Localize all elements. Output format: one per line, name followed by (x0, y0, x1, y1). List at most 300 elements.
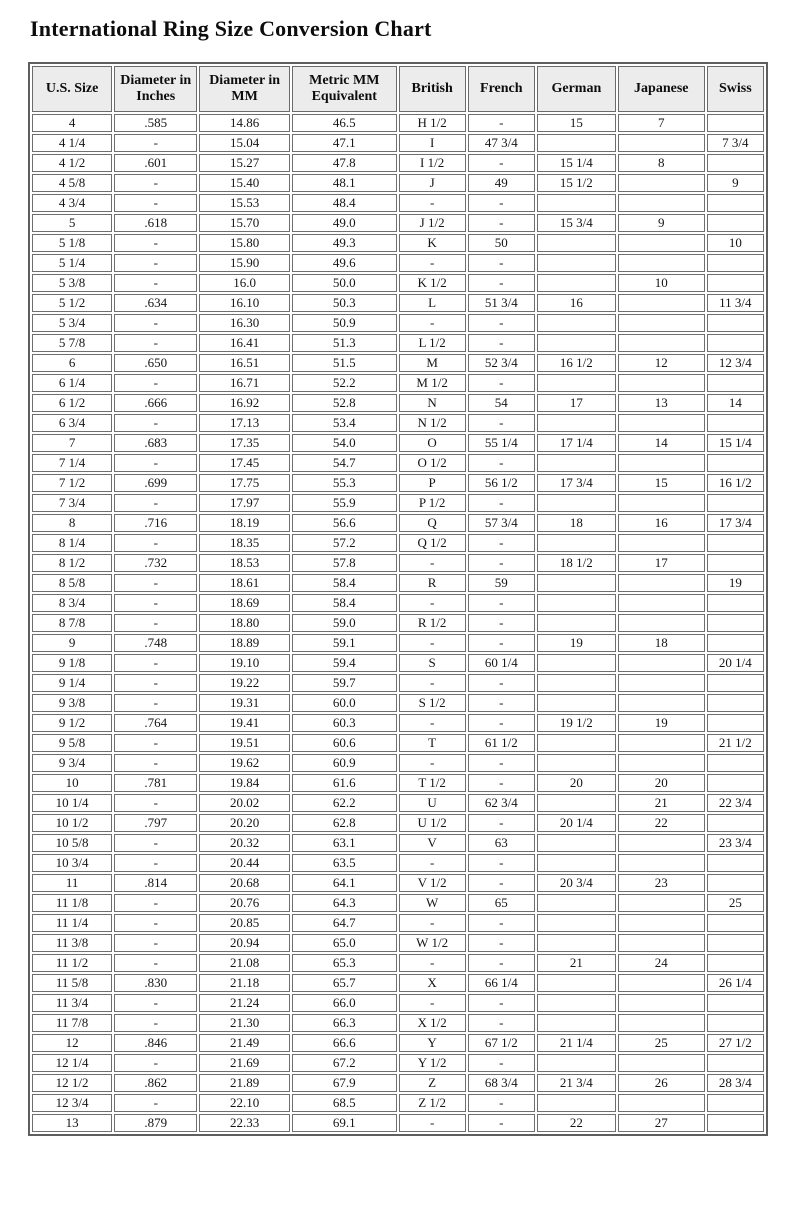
table-cell (618, 374, 705, 392)
table-cell: 10 (32, 774, 112, 792)
table-cell: - (468, 1114, 535, 1132)
table-cell (537, 414, 616, 432)
table-cell: 16.41 (199, 334, 290, 352)
table-cell: 46.5 (292, 114, 397, 132)
table-row (32, 974, 764, 992)
column-header-swiss: Swiss (707, 66, 764, 112)
table-cell: - (114, 534, 197, 552)
table-cell: 16.10 (199, 294, 290, 312)
table-cell: - (468, 334, 535, 352)
table-cell: 61 1/2 (468, 734, 535, 752)
table-cell: I (399, 134, 466, 152)
table-cell: 18 (537, 514, 616, 532)
table-cell (707, 774, 764, 792)
table-cell: 7 1/4 (32, 454, 112, 472)
table-cell: 60.0 (292, 694, 397, 712)
table-cell: - (468, 114, 535, 132)
table-cell (707, 154, 764, 172)
table-row (32, 594, 764, 612)
table-cell: 52.2 (292, 374, 397, 392)
table-row (32, 874, 764, 892)
table-cell: 7 3/4 (707, 134, 764, 152)
table-cell (618, 614, 705, 632)
table-cell: 49.6 (292, 254, 397, 272)
table-cell: - (114, 914, 197, 932)
table-cell (537, 594, 616, 612)
table-cell: H 1/2 (399, 114, 466, 132)
table-cell: 25 (707, 894, 764, 912)
table-cell: 21 (537, 954, 616, 972)
table-cell (537, 494, 616, 512)
table-cell: 9 1/8 (32, 654, 112, 672)
table-cell: 5 (32, 214, 112, 232)
table-cell (618, 1054, 705, 1072)
table-cell: 21.18 (199, 974, 290, 992)
table-cell: 49.3 (292, 234, 397, 252)
table-cell: 66 1/4 (468, 974, 535, 992)
table-row (32, 754, 764, 772)
table-cell (618, 254, 705, 272)
table-cell: 61.6 (292, 774, 397, 792)
table-cell: 60.3 (292, 714, 397, 732)
table-cell: - (468, 1054, 535, 1072)
table-cell: 15 3/4 (537, 214, 616, 232)
table-cell: 54 (468, 394, 535, 412)
table-cell: 18.89 (199, 634, 290, 652)
table-cell (537, 674, 616, 692)
table-cell (707, 274, 764, 292)
table-cell (537, 914, 616, 932)
table-row (32, 534, 764, 552)
table-cell: O 1/2 (399, 454, 466, 472)
table-cell (618, 574, 705, 592)
table-cell: 12 1/4 (32, 1054, 112, 1072)
table-cell (537, 334, 616, 352)
table-cell: - (399, 674, 466, 692)
table-cell: 13 (32, 1114, 112, 1132)
table-cell: - (114, 854, 197, 872)
table-cell: 7 1/2 (32, 474, 112, 492)
table-cell: 4 1/2 (32, 154, 112, 172)
table-cell: 67 1/2 (468, 1034, 535, 1052)
table-cell: 60 1/4 (468, 654, 535, 672)
table-cell (618, 974, 705, 992)
table-cell: 15.80 (199, 234, 290, 252)
table-cell: - (114, 794, 197, 812)
table-cell: .618 (114, 214, 197, 232)
table-cell: Q 1/2 (399, 534, 466, 552)
table-cell: 23 (618, 874, 705, 892)
table-cell: - (399, 594, 466, 612)
table-cell (707, 254, 764, 272)
table-cell: 15.70 (199, 214, 290, 232)
table-cell (707, 934, 764, 952)
table-cell (707, 114, 764, 132)
table-cell (537, 894, 616, 912)
table-row (32, 654, 764, 672)
table-cell: J 1/2 (399, 214, 466, 232)
table-cell: 5 7/8 (32, 334, 112, 352)
table-cell: 21.89 (199, 1074, 290, 1092)
table-cell: N (399, 394, 466, 412)
column-header-diameter-in-inches: Diameter in Inches (114, 66, 197, 112)
table-cell: 17 3/4 (537, 474, 616, 492)
table-cell (618, 194, 705, 212)
table-cell: 64.3 (292, 894, 397, 912)
table-cell (618, 534, 705, 552)
table-cell: - (114, 954, 197, 972)
table-cell: 27 1/2 (707, 1034, 764, 1052)
table-cell: 65.0 (292, 934, 397, 952)
table-cell (537, 1094, 616, 1112)
column-header-german: German (537, 66, 616, 112)
table-cell: 8 5/8 (32, 574, 112, 592)
table-cell (618, 854, 705, 872)
table-cell (537, 994, 616, 1012)
table-cell (618, 594, 705, 612)
table-cell: M 1/2 (399, 374, 466, 392)
table-cell: 12 3/4 (707, 354, 764, 372)
table-cell: - (399, 254, 466, 272)
table-cell: 11 5/8 (32, 974, 112, 992)
table-cell: 17 3/4 (707, 514, 764, 532)
table-cell: - (468, 614, 535, 632)
table-cell: 11 3/4 (32, 994, 112, 1012)
table-cell: 17.35 (199, 434, 290, 452)
table-cell: - (114, 1094, 197, 1112)
table-cell: 18 (618, 634, 705, 652)
table-cell: 13 (618, 394, 705, 412)
table-cell: 65 (468, 894, 535, 912)
table-cell (618, 994, 705, 1012)
table-row (32, 1014, 764, 1032)
table-cell: 55.9 (292, 494, 397, 512)
table-cell: - (468, 214, 535, 232)
table-cell: T 1/2 (399, 774, 466, 792)
table-cell (707, 594, 764, 612)
table-cell: - (468, 494, 535, 512)
table-cell: 48.4 (292, 194, 397, 212)
table-cell: 19.41 (199, 714, 290, 732)
table-cell: 19.51 (199, 734, 290, 752)
table-cell: 18.69 (199, 594, 290, 612)
table-cell: 66.3 (292, 1014, 397, 1032)
table-cell: 65.7 (292, 974, 397, 992)
table-cell: 66.0 (292, 994, 397, 1012)
table-cell: - (468, 694, 535, 712)
table-row (32, 234, 764, 252)
table-cell: - (468, 814, 535, 832)
table-row (32, 1094, 764, 1112)
table-cell: .683 (114, 434, 197, 452)
table-cell (618, 834, 705, 852)
table-cell: 66.6 (292, 1034, 397, 1052)
table-cell: 11 7/8 (32, 1014, 112, 1032)
table-cell: 16 1/2 (707, 474, 764, 492)
table-cell (537, 754, 616, 772)
table-cell: - (114, 374, 197, 392)
table-cell (707, 1054, 764, 1072)
table-row (32, 894, 764, 912)
table-cell (707, 814, 764, 832)
table-cell: T (399, 734, 466, 752)
table-cell: - (468, 714, 535, 732)
table-cell: - (114, 734, 197, 752)
table-cell: .732 (114, 554, 197, 572)
table-cell (707, 634, 764, 652)
table-cell: 55.3 (292, 474, 397, 492)
table-cell: J (399, 174, 466, 192)
table-cell: 59 (468, 574, 535, 592)
table-cell: Q (399, 514, 466, 532)
table-cell: 11 3/8 (32, 934, 112, 952)
table-cell: 49 (468, 174, 535, 192)
table-cell (537, 274, 616, 292)
table-cell: 58.4 (292, 574, 397, 592)
table-cell: S 1/2 (399, 694, 466, 712)
table-cell (618, 934, 705, 952)
table-row (32, 694, 764, 712)
table-cell: U (399, 794, 466, 812)
table-cell: - (468, 954, 535, 972)
table-cell (537, 854, 616, 872)
table-cell: 9 (618, 214, 705, 232)
table-cell (537, 734, 616, 752)
table-cell: 16 1/2 (537, 354, 616, 372)
table-cell: 4 (32, 114, 112, 132)
table-cell: 12 (618, 354, 705, 372)
table-cell (537, 934, 616, 952)
table-cell: - (114, 614, 197, 632)
table-cell: 11 1/4 (32, 914, 112, 932)
table-row (32, 394, 764, 412)
table-cell: 65.3 (292, 954, 397, 972)
table-cell: 15 1/4 (537, 154, 616, 172)
table-cell (618, 674, 705, 692)
table-cell (618, 414, 705, 432)
table-cell: 57.8 (292, 554, 397, 572)
table-cell: 6 3/4 (32, 414, 112, 432)
table-cell (618, 1094, 705, 1112)
table-cell: 22.10 (199, 1094, 290, 1112)
table-cell: 57.2 (292, 534, 397, 552)
table-cell: 10 1/4 (32, 794, 112, 812)
table-cell: X (399, 974, 466, 992)
table-cell: 56.6 (292, 514, 397, 532)
table-cell (707, 674, 764, 692)
table-cell: - (468, 1094, 535, 1112)
table-cell: - (114, 754, 197, 772)
table-cell: X 1/2 (399, 1014, 466, 1032)
table-row (32, 734, 764, 752)
table-cell: 16.71 (199, 374, 290, 392)
table-cell: 5 3/4 (32, 314, 112, 332)
table-cell: 51.3 (292, 334, 397, 352)
table-cell: Y 1/2 (399, 1054, 466, 1072)
table-cell: .879 (114, 1114, 197, 1132)
table-cell: 49.0 (292, 214, 397, 232)
table-cell (707, 494, 764, 512)
table-row (32, 214, 764, 232)
table-cell: 16.92 (199, 394, 290, 412)
table-cell: .781 (114, 774, 197, 792)
table-cell: P (399, 474, 466, 492)
table-cell: 11 3/4 (707, 294, 764, 312)
table-cell: 50.0 (292, 274, 397, 292)
table-cell: 9 1/2 (32, 714, 112, 732)
table-cell: 21.24 (199, 994, 290, 1012)
table-cell: 15 1/2 (537, 174, 616, 192)
table-cell: 15.53 (199, 194, 290, 212)
table-cell: 27 (618, 1114, 705, 1132)
table-row (32, 314, 764, 332)
table-cell (618, 334, 705, 352)
table-cell: 16 (537, 294, 616, 312)
table-cell: L (399, 294, 466, 312)
table-cell: 22 (618, 814, 705, 832)
table-cell (618, 494, 705, 512)
table-cell: 63.5 (292, 854, 397, 872)
table-cell: 12 3/4 (32, 1094, 112, 1112)
table-cell: 19.31 (199, 694, 290, 712)
table-cell: 21 3/4 (537, 1074, 616, 1092)
table-cell: .650 (114, 354, 197, 372)
table-cell: 8 1/4 (32, 534, 112, 552)
table-cell: - (468, 454, 535, 472)
table-cell: 15 (537, 114, 616, 132)
table-cell: 15.27 (199, 154, 290, 172)
table-cell: 15.90 (199, 254, 290, 272)
table-cell: 18.61 (199, 574, 290, 592)
table-cell: 20 1/4 (707, 654, 764, 672)
table-cell: 17 (537, 394, 616, 412)
table-cell: - (468, 874, 535, 892)
table-cell: 6 1/4 (32, 374, 112, 392)
table-cell: - (468, 634, 535, 652)
table-cell: - (114, 574, 197, 592)
table-cell: - (399, 1114, 466, 1132)
table-cell: 67.2 (292, 1054, 397, 1072)
table-cell (707, 534, 764, 552)
table-cell: 24 (618, 954, 705, 972)
table-cell: - (468, 674, 535, 692)
table-cell: W 1/2 (399, 934, 466, 952)
table-cell: 68.5 (292, 1094, 397, 1112)
table-cell: 11 (32, 874, 112, 892)
table-cell: 50.9 (292, 314, 397, 332)
table-row (32, 774, 764, 792)
table-cell: 18.35 (199, 534, 290, 552)
table-cell (618, 654, 705, 672)
table-cell (537, 1054, 616, 1072)
table-cell: 22 (537, 1114, 616, 1132)
table-cell (707, 914, 764, 932)
table-cell: 20.94 (199, 934, 290, 952)
table-body (32, 114, 764, 1132)
table-cell: - (114, 234, 197, 252)
table-row (32, 334, 764, 352)
table-row (32, 454, 764, 472)
table-cell: 17.45 (199, 454, 290, 472)
table-cell: .601 (114, 154, 197, 172)
table-cell: 19 (537, 634, 616, 652)
table-cell: 59.7 (292, 674, 397, 692)
table-cell: 21 1/2 (707, 734, 764, 752)
table-cell: R 1/2 (399, 614, 466, 632)
table-cell: 47 3/4 (468, 134, 535, 152)
table-cell: - (468, 194, 535, 212)
table-cell: 22 3/4 (707, 794, 764, 812)
table-cell: 20.20 (199, 814, 290, 832)
table-cell: 16.0 (199, 274, 290, 292)
table-cell: 51 3/4 (468, 294, 535, 312)
table-cell: 14 (618, 434, 705, 452)
table-cell: M (399, 354, 466, 372)
table-cell: - (399, 854, 466, 872)
table-cell: - (468, 274, 535, 292)
table-cell: 16.30 (199, 314, 290, 332)
table-cell: 60.6 (292, 734, 397, 752)
table-cell: 18.19 (199, 514, 290, 532)
table-cell: 9 (32, 634, 112, 652)
table-cell (707, 614, 764, 632)
table-cell: P 1/2 (399, 494, 466, 512)
table-cell (618, 454, 705, 472)
table-cell: 20.44 (199, 854, 290, 872)
table-cell: 4 1/4 (32, 134, 112, 152)
table-cell: 5 1/4 (32, 254, 112, 272)
table-row (32, 514, 764, 532)
table-cell: - (468, 534, 535, 552)
table-cell: 16.51 (199, 354, 290, 372)
table-cell: 17 (618, 554, 705, 572)
table-cell: - (399, 634, 466, 652)
page-title: International Ring Size Conversion Chart (30, 16, 432, 41)
table-cell: - (114, 594, 197, 612)
table-cell: 25 (618, 1034, 705, 1052)
table-cell: - (468, 854, 535, 872)
table-cell: 23 3/4 (707, 834, 764, 852)
table-cell (537, 534, 616, 552)
table-cell: 9 1/4 (32, 674, 112, 692)
table-cell: 9 5/8 (32, 734, 112, 752)
table-cell: 12 1/2 (32, 1074, 112, 1092)
table-cell: 20.68 (199, 874, 290, 892)
table-cell: 19.84 (199, 774, 290, 792)
table-cell: 4 5/8 (32, 174, 112, 192)
table-cell: - (114, 934, 197, 952)
table-cell: - (468, 1014, 535, 1032)
table-cell: - (399, 314, 466, 332)
table-cell: 8 7/8 (32, 614, 112, 632)
table-row (32, 634, 764, 652)
table-cell (707, 414, 764, 432)
column-header-french: French (468, 66, 535, 112)
table-cell (707, 854, 764, 872)
table-row (32, 294, 764, 312)
table-row (32, 1074, 764, 1092)
table-cell: 19.22 (199, 674, 290, 692)
table-cell: 18.80 (199, 614, 290, 632)
table-cell: - (114, 994, 197, 1012)
table-cell (537, 574, 616, 592)
table-cell (618, 894, 705, 912)
table-cell: 19 (707, 574, 764, 592)
table-row (32, 174, 764, 192)
table-row (32, 1034, 764, 1052)
table-cell: 5 1/8 (32, 234, 112, 252)
table-cell (707, 874, 764, 892)
